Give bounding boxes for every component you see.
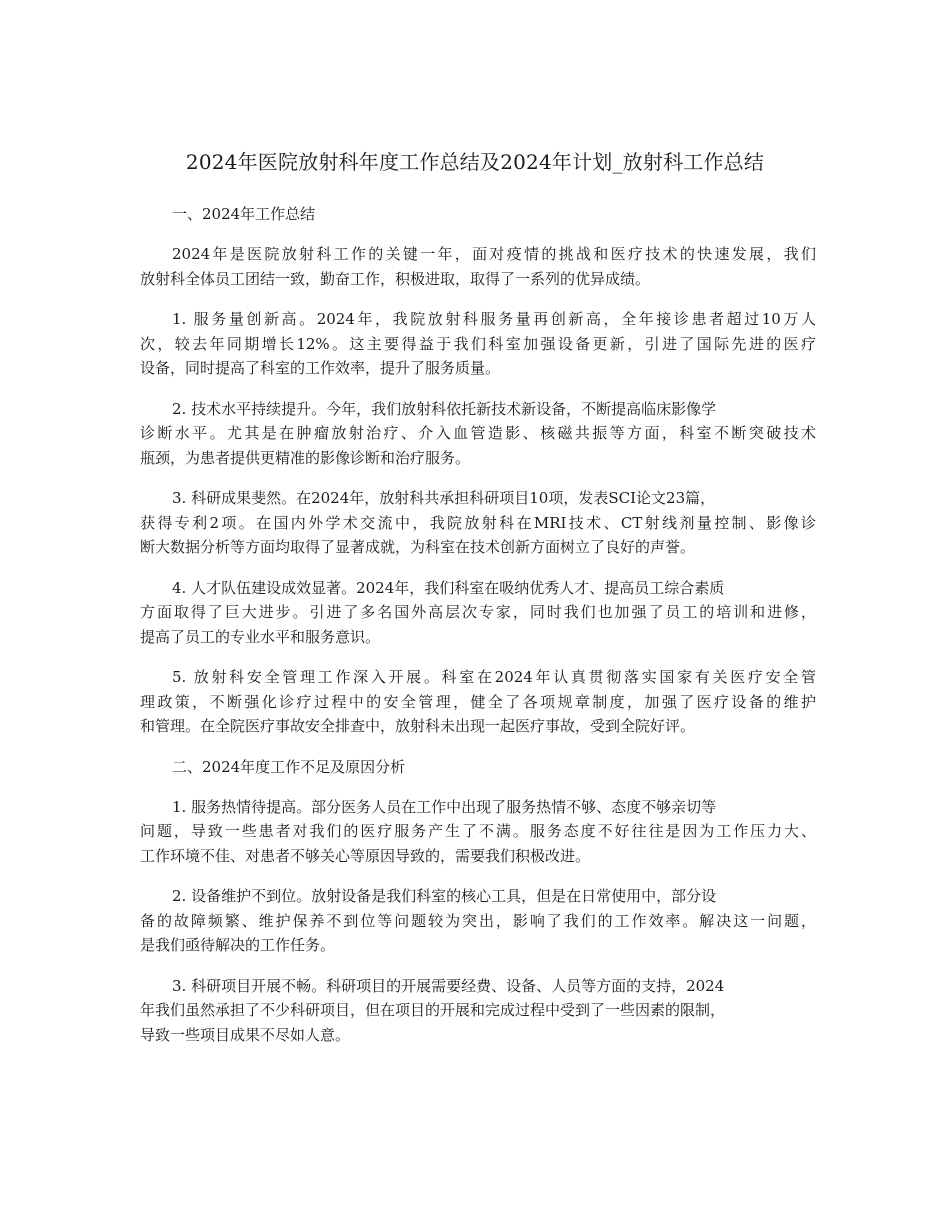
paragraph-line: 和管理。在全院医疗事故安全排查中，放射科未出现一起医疗事故，受到全院好评。 [140,717,696,735]
paragraph-research [140,486,816,560]
paragraph-line: 次，较去年同期增长12%。这主要得益于我们科室加强设备更新，引进了国际先进的医疗 [140,334,816,353]
paragraph-research-issues [140,974,816,1048]
paragraph-talent [140,576,816,650]
paragraph-line: 是我们亟待解决的工作任务。 [140,936,336,954]
paragraph-line: 放射科全体员工团结一致，勤奋工作，积极进取，取得了一系列的优异成绩。 [140,269,651,288]
document-title: 2024年医院放射科年度工作总结及2024年计划_放射科工作总结 [185,150,765,174]
paragraph-line: 2024年是医院放射科工作的关键一年，面对疫情的挑战和医疗技术的快速发展，我们 [172,245,816,263]
paragraph-line: 设备，同时提高了科室的工作效率，提升了服务质量。 [140,359,501,377]
paragraph-line: 1. 服务量创新高。2024年，我院放射科服务量再创新高，全年接诊患者超过10万人 [172,310,816,328]
paragraph-line: 3. 科研成果斐然。在2024年，放射科共承担科研项目10项，发表SCI论文23篇， [172,489,716,507]
paragraph-line: 年我们虽然承担了不少科研项目，但在项目的开展和完成过程中受到了一些因素的限制， [140,1001,726,1019]
paragraph-line: 理政策，不断强化诊疗过程中的安全管理，健全了各项规章制度，加强了医疗设备的维护 [140,692,816,711]
paragraph-line: 获得专利2项。在国内外学术交流中，我院放射科在MRI技术、CT射线剂量控制、影像诊 [140,513,816,532]
paragraph-intro [140,242,816,291]
paragraph-line: 工作环境不佳、对患者不够关心等原因导致的，需要我们积极改进。 [140,846,591,865]
paragraph-line: 3. 科研项目开展不畅。科研项目的开展需要经费、设备、人员等方面的支持，2024 [172,976,725,995]
paragraph-line: 诊断水平。尤其是在肿瘤放射治疗、介入血管造影、核磁共振等方面，科室不断突破技术 [140,424,816,442]
document-body [140,202,816,1063]
paragraph-line: 提高了员工的专业水平和服务意识。 [140,627,381,646]
paragraph-line: 4. 人才队伍建设成效显著。2024年，我们科室在吸纳优秀人才、提高员工综合素质 [172,578,725,597]
paragraph-technology [140,397,816,471]
paragraph-service-volume [140,307,816,381]
paragraph-safety [140,665,816,739]
paragraph-line: 问题，导致一些患者对我们的医疗服务产生了不满。服务态度不好往往是因为工作压力大、 [140,822,816,840]
paragraph-line: 5. 放射科安全管理工作深入开展。科室在2024年认真贯彻落实国家有关医疗安全管 [172,668,816,686]
section-heading-1: 一、2024年工作总结 [172,205,316,223]
paragraph-line: 断大数据分析等方面均取得了显著成就，为科室在技术创新方面树立了良好的声誉。 [140,538,696,556]
paragraph-equipment [140,884,816,958]
section-heading-2: 二、2024年度工作不足及原因分析 [172,757,406,776]
paragraph-line: 2. 设备维护不到位。放射设备是我们科室的核心工具，但是在日常使用中，部分设 [172,887,717,905]
paragraph-line: 2. 技术水平持续提升。今年，我们放射科依托新技术新设备，不断提高临床影像学 [172,399,717,418]
paragraph-line: 备的故障频繁、维护保养不到位等问题较为突出，影响了我们的工作效率。解决这一问题， [140,911,816,930]
paragraph-line: 导致一些项目成果不尽如人意。 [140,1025,351,1044]
paragraph-line: 瓶颈，为患者提供更精准的影像诊断和治疗服务。 [140,448,471,467]
paragraph-service-attitude [140,795,816,869]
paragraph-line: 方面取得了巨大进步。引进了多名国外高层次专家，同时我们也加强了员工的培训和进修， [140,603,816,621]
paragraph-line: 1. 服务热情待提高。部分医务人员在工作中出现了服务热情不够、态度不够亲切等 [172,797,717,816]
